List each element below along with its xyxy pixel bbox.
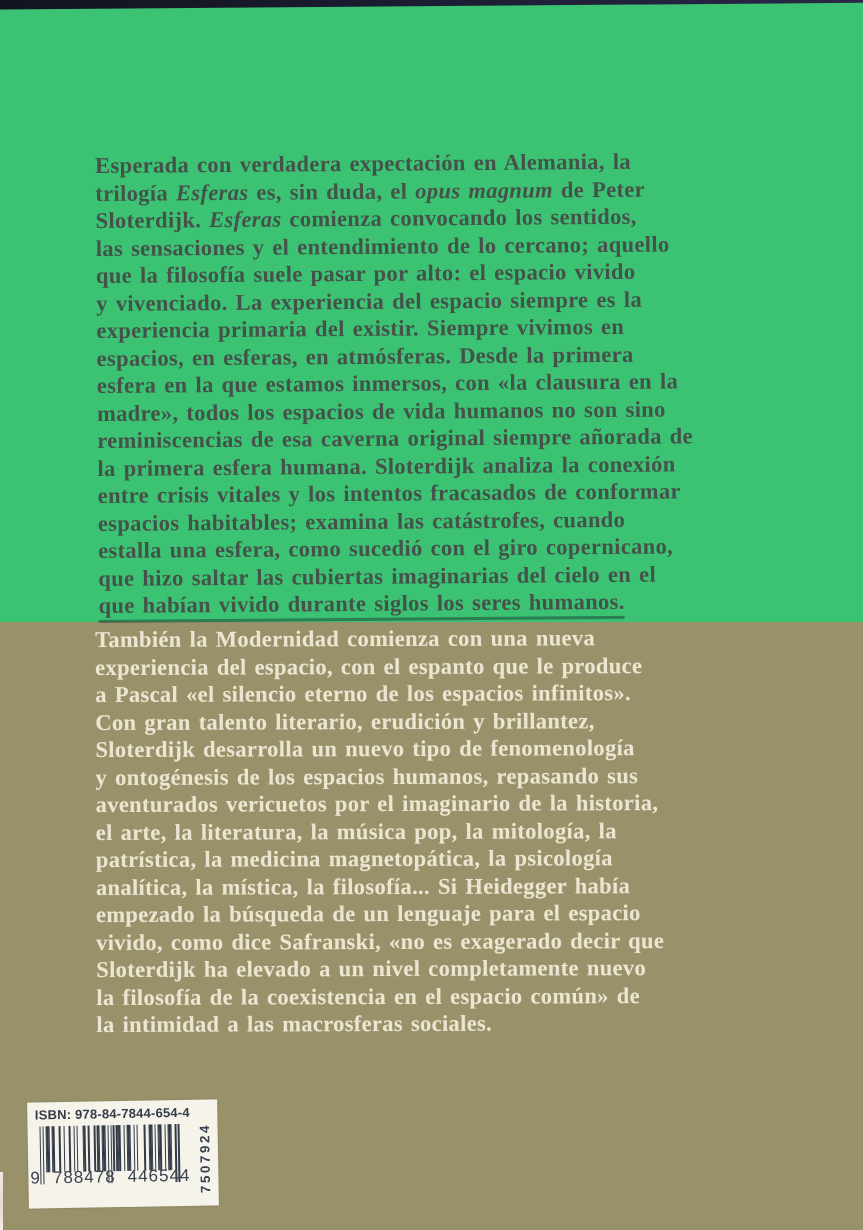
text-line: trilogía Esferas es, sin duda, el opus magnum de Peter [95, 176, 646, 206]
isbn-number-text: ISBN: 978-84-7844-654-4 [34, 1104, 190, 1123]
text-line: aventurados vericuetos por el imaginario de la historia, [95, 790, 659, 817]
text-line: las sensaciones y el entendimiento de lo cercano; aquello [95, 230, 670, 261]
barcode-digits-row [30, 1166, 190, 1189]
text-line: y ontogénesis de los espacios humanos, repasando sus [95, 762, 639, 790]
text-line: analítica, la mística, la filosofía... Si Heidegger había [95, 872, 631, 900]
side-number-text: 7507924 [196, 1122, 214, 1193]
text-line: Sloterdijk desarrolla un nuevo tipo de fenomenología [95, 735, 635, 762]
text-line: espacios habitables; examina las catástrofes, cuando [97, 506, 626, 536]
text-line: que la filosofía suele pasar por alto: el espacio vivido [95, 258, 636, 288]
text-line: la intimidad a las macrosferas sociales. [96, 1010, 493, 1037]
text-line: Con gran talento literario, erudición y brillantez, [95, 707, 595, 735]
synopsis-paragraph-olive [95, 624, 796, 1039]
synopsis-paragraph-green [95, 147, 799, 623]
text-line: madre», todos los espacios de vida humanos no son sino [96, 396, 666, 426]
text-line: También la Modernidad comienza con una nueva [95, 625, 596, 652]
text-line: vivido, como dice Safranski, «no es exagerado decir que [96, 927, 665, 955]
text-line: entre crisis vitales y los intentos fracasados de conformar [97, 478, 681, 508]
text-line: Sloterdijk ha elevado a un nivel completamente nuevo [96, 955, 647, 982]
text-line: Esperada con verdadera expectación en Alemania, la [95, 148, 632, 178]
text-line: el arte, la literatura, la música pop, la mitología, la [95, 817, 617, 845]
side-number-vertical [193, 1115, 216, 1199]
text-line: que habían vivido durante siglos los seres humanos. [98, 588, 624, 623]
text-line: la filosofía de la coexistencia en el espacio común» de [96, 982, 640, 1010]
text-line: esfera en la que estamos inmersos, con «la clausura en la [96, 368, 679, 398]
scan-edge-artifact [0, 1172, 3, 1230]
text-line: reminiscencias de esa caverna original siempre añorada de [97, 423, 694, 453]
text-line: estalla una esfera, como sucedió con el giro copernicano, [98, 533, 674, 563]
barcode-digit-group1: 788478 [52, 1167, 116, 1188]
text-line: experiencia del espacio, con el espanto que le produce [95, 652, 643, 680]
text-line: que hizo saltar las cubiertas imaginarias del cielo en el [98, 561, 657, 591]
barcode-digit-lead: 9 [30, 1168, 42, 1188]
text-line: experiencia primaria del existir. Siempre vivimos en [96, 313, 625, 343]
text-line: empezado la búsqueda de un lenguaje para el espacio [95, 900, 641, 927]
text-line: espacios, en esferas, en atmósferas. Desde la primera [96, 341, 634, 371]
text-line: la primera esfera humana. Sloterdijk analiza la conexión [97, 450, 676, 481]
barcode-digit-group2: 446544 [127, 1165, 191, 1186]
text-line: y vivenciado. La experiencia del espacio siempre es la [96, 286, 643, 316]
text-line: patrística, la medicina magnetopática, la psicología [95, 845, 613, 872]
isbn-barcode-label [27, 1099, 219, 1208]
text-line: a Pascal «el silencio eterno de los espacios infinitos». [95, 680, 631, 707]
text-line: Sloterdijk. Esferas comienza convocando los sentidos, [95, 203, 637, 233]
